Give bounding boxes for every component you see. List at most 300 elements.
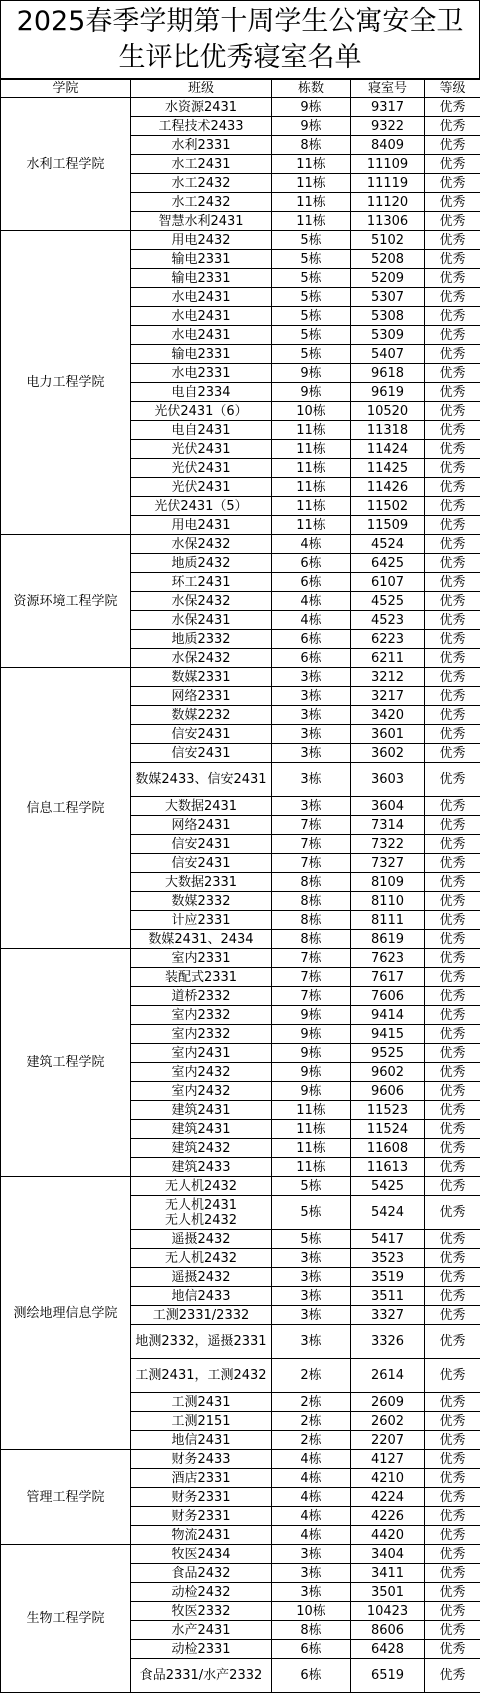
class-cell: 光伏2431（5） [131, 497, 272, 516]
class-cell: 水保2432 [131, 592, 272, 611]
grade-cell: 优秀 [425, 1507, 480, 1526]
grade-cell: 优秀 [425, 573, 480, 592]
class-cell: 电自2334 [131, 383, 272, 402]
grade-cell: 优秀 [425, 1640, 480, 1659]
room-cell: 11119 [351, 174, 425, 193]
building-cell: 4栋 [272, 1450, 351, 1469]
building-cell: 8栋 [272, 136, 351, 155]
grade-cell: 优秀 [425, 1230, 480, 1249]
grade-cell: 优秀 [425, 516, 480, 535]
class-cell: 室内2332 [131, 1006, 272, 1025]
class-cell: 无人机2431 无人机2432 [131, 1196, 272, 1230]
class-cell: 食品2331/水产2332 [131, 1659, 272, 1693]
grade-cell: 优秀 [425, 763, 480, 797]
class-cell: 室内2331 [131, 949, 272, 968]
building-cell: 5栋 [272, 345, 351, 364]
room-cell: 5309 [351, 326, 425, 345]
class-cell: 地质2432 [131, 554, 272, 573]
building-cell: 11栋 [272, 1139, 351, 1158]
grade-cell: 优秀 [425, 1158, 480, 1177]
building-cell: 6栋 [272, 573, 351, 592]
room-cell: 8110 [351, 892, 425, 911]
room-cell: 9415 [351, 1025, 425, 1044]
class-cell: 室内2431 [131, 1044, 272, 1063]
grade-cell: 优秀 [425, 1450, 480, 1469]
class-cell: 输电2331 [131, 250, 272, 269]
building-cell: 3栋 [272, 1545, 351, 1564]
room-cell: 7623 [351, 949, 425, 968]
college-cell: 信息工程学院 [1, 668, 131, 949]
building-cell: 4栋 [272, 1488, 351, 1507]
grade-cell: 优秀 [425, 288, 480, 307]
class-cell: 数媒2431、2434 [131, 930, 272, 949]
grade-cell: 优秀 [425, 987, 480, 1006]
grade-cell: 优秀 [425, 535, 480, 554]
grade-cell: 优秀 [425, 1545, 480, 1564]
room-cell: 4523 [351, 611, 425, 630]
room-cell: 3523 [351, 1249, 425, 1268]
grade-cell: 优秀 [425, 1306, 480, 1325]
building-cell: 11栋 [272, 193, 351, 212]
class-cell: 地信2431 [131, 1431, 272, 1450]
building-cell: 8栋 [272, 873, 351, 892]
grade-cell: 优秀 [425, 440, 480, 459]
class-cell: 智慧水利2431 [131, 212, 272, 231]
class-cell: 水资源2431 [131, 98, 272, 117]
class-cell: 地测2332，遥摄2331 [131, 1325, 272, 1359]
grade-cell: 优秀 [425, 1177, 480, 1196]
grade-cell: 优秀 [425, 478, 480, 497]
building-cell: 6栋 [272, 1659, 351, 1693]
grade-cell: 优秀 [425, 816, 480, 835]
room-cell: 8409 [351, 136, 425, 155]
building-cell: 3栋 [272, 687, 351, 706]
grade-cell: 优秀 [425, 1006, 480, 1025]
class-cell: 电自2431 [131, 421, 272, 440]
grade-cell: 优秀 [425, 1393, 480, 1412]
class-cell: 水保2431 [131, 611, 272, 630]
class-cell: 环工2431 [131, 573, 272, 592]
room-cell: 3212 [351, 668, 425, 687]
room-cell: 6425 [351, 554, 425, 573]
grade-cell: 优秀 [425, 402, 480, 421]
building-cell: 3栋 [272, 668, 351, 687]
class-cell: 财务2331 [131, 1488, 272, 1507]
room-cell: 9618 [351, 364, 425, 383]
grade-cell: 优秀 [425, 1249, 480, 1268]
room-cell: 8619 [351, 930, 425, 949]
class-cell: 无人机2432 [131, 1249, 272, 1268]
header-room: 寝室号 [351, 80, 425, 98]
grade-cell: 优秀 [425, 269, 480, 288]
building-cell: 11栋 [272, 1101, 351, 1120]
grade-cell: 优秀 [425, 1325, 480, 1359]
room-cell: 3327 [351, 1306, 425, 1325]
room-cell: 2614 [351, 1359, 425, 1393]
class-cell: 水电2431 [131, 307, 272, 326]
grade-cell: 优秀 [425, 1063, 480, 1082]
room-cell: 11613 [351, 1158, 425, 1177]
class-cell: 动检2331 [131, 1640, 272, 1659]
building-cell: 11栋 [272, 478, 351, 497]
class-cell: 光伏2431 [131, 459, 272, 478]
table-row [1, 98, 480, 117]
room-cell: 6428 [351, 1640, 425, 1659]
college-cell: 管理工程学院 [1, 1450, 131, 1545]
page-title: 2025春季学期第十周学生公寓安全卫生评比优秀寝室名单 [0, 0, 480, 79]
class-cell: 计应2331 [131, 911, 272, 930]
room-cell: 4525 [351, 592, 425, 611]
class-cell: 水电2431 [131, 326, 272, 345]
grade-cell: 优秀 [425, 345, 480, 364]
class-cell: 用电2432 [131, 231, 272, 250]
class-cell: 大数据2431 [131, 797, 272, 816]
grade-cell: 优秀 [425, 1621, 480, 1640]
room-cell: 4226 [351, 1507, 425, 1526]
grade-cell: 优秀 [425, 1359, 480, 1393]
header-class: 班级 [131, 80, 272, 98]
grade-cell: 优秀 [425, 1101, 480, 1120]
room-cell: 5425 [351, 1177, 425, 1196]
room-cell: 4210 [351, 1469, 425, 1488]
building-cell: 3栋 [272, 1249, 351, 1268]
room-cell: 5308 [351, 307, 425, 326]
grade-cell: 优秀 [425, 1602, 480, 1621]
room-cell: 3601 [351, 725, 425, 744]
room-cell: 5424 [351, 1196, 425, 1230]
table-row [1, 949, 480, 968]
room-cell: 10423 [351, 1602, 425, 1621]
grade-cell: 优秀 [425, 1287, 480, 1306]
class-cell: 工程技术2433 [131, 117, 272, 136]
building-cell: 9栋 [272, 1006, 351, 1025]
building-cell: 3栋 [272, 1287, 351, 1306]
building-cell: 9栋 [272, 364, 351, 383]
class-cell: 道桥2332 [131, 987, 272, 1006]
building-cell: 7栋 [272, 949, 351, 968]
room-cell: 3326 [351, 1325, 425, 1359]
class-cell: 牧医2434 [131, 1545, 272, 1564]
room-cell: 9322 [351, 117, 425, 136]
building-cell: 7栋 [272, 835, 351, 854]
table-row [1, 1177, 480, 1196]
room-cell: 9602 [351, 1063, 425, 1082]
room-cell: 3519 [351, 1268, 425, 1287]
building-cell: 5栋 [272, 231, 351, 250]
grade-cell: 优秀 [425, 1044, 480, 1063]
building-cell: 8栋 [272, 911, 351, 930]
class-cell: 财务2433 [131, 1450, 272, 1469]
grade-cell: 优秀 [425, 554, 480, 573]
class-cell: 遥摄2432 [131, 1230, 272, 1249]
class-cell: 地质2332 [131, 630, 272, 649]
grade-cell: 优秀 [425, 611, 480, 630]
class-cell: 室内2332 [131, 1025, 272, 1044]
grade-cell: 优秀 [425, 98, 480, 117]
building-cell: 3栋 [272, 744, 351, 763]
class-cell: 网络2331 [131, 687, 272, 706]
class-cell: 输电2331 [131, 269, 272, 288]
building-cell: 3栋 [272, 725, 351, 744]
grade-cell: 优秀 [425, 725, 480, 744]
building-cell: 2栋 [272, 1412, 351, 1431]
class-cell: 水产2431 [131, 1621, 272, 1640]
building-cell: 8栋 [272, 930, 351, 949]
grade-cell: 优秀 [425, 383, 480, 402]
room-cell: 5102 [351, 231, 425, 250]
room-cell: 8606 [351, 1621, 425, 1640]
class-cell: 水保2432 [131, 649, 272, 668]
room-cell: 3603 [351, 763, 425, 797]
building-cell: 3栋 [272, 706, 351, 725]
class-cell: 水工2431 [131, 155, 272, 174]
room-cell: 5307 [351, 288, 425, 307]
room-cell: 6107 [351, 573, 425, 592]
room-cell: 3602 [351, 744, 425, 763]
grade-cell: 优秀 [425, 1526, 480, 1545]
college-cell: 生物工程学院 [1, 1545, 131, 1693]
grade-cell: 优秀 [425, 1082, 480, 1101]
room-cell: 5417 [351, 1230, 425, 1249]
room-cell: 3217 [351, 687, 425, 706]
room-cell: 3411 [351, 1564, 425, 1583]
grade-cell: 优秀 [425, 1120, 480, 1139]
class-cell: 数媒2331 [131, 668, 272, 687]
room-cell: 7314 [351, 816, 425, 835]
building-cell: 11栋 [272, 1158, 351, 1177]
building-cell: 9栋 [272, 98, 351, 117]
class-cell: 建筑2431 [131, 1101, 272, 1120]
grade-cell: 优秀 [425, 193, 480, 212]
class-cell: 水保2432 [131, 535, 272, 554]
dorm-table [0, 79, 480, 1693]
class-cell: 用电2431 [131, 516, 272, 535]
room-cell: 4127 [351, 1450, 425, 1469]
room-cell: 3511 [351, 1287, 425, 1306]
grade-cell: 优秀 [425, 630, 480, 649]
table-row [1, 1450, 480, 1469]
class-cell: 输电2331 [131, 345, 272, 364]
room-cell: 10520 [351, 402, 425, 421]
room-cell: 8109 [351, 873, 425, 892]
grade-cell: 优秀 [425, 873, 480, 892]
grade-cell: 优秀 [425, 706, 480, 725]
building-cell: 9栋 [272, 383, 351, 402]
grade-cell: 优秀 [425, 1412, 480, 1431]
building-cell: 7栋 [272, 968, 351, 987]
building-cell: 3栋 [272, 1268, 351, 1287]
building-cell: 5栋 [272, 1230, 351, 1249]
grade-cell: 优秀 [425, 1469, 480, 1488]
building-cell: 4栋 [272, 535, 351, 554]
grade-cell: 优秀 [425, 459, 480, 478]
table-body [1, 98, 480, 1693]
room-cell: 7327 [351, 854, 425, 873]
building-cell: 4栋 [272, 1526, 351, 1545]
room-cell: 4524 [351, 535, 425, 554]
college-cell: 测绘地理信息学院 [1, 1177, 131, 1450]
room-cell: 11523 [351, 1101, 425, 1120]
class-cell: 遥摄2432 [131, 1268, 272, 1287]
building-cell: 9栋 [272, 1025, 351, 1044]
building-cell: 7栋 [272, 816, 351, 835]
building-cell: 5栋 [272, 1196, 351, 1230]
class-cell: 光伏2431（6） [131, 402, 272, 421]
table-row [1, 1545, 480, 1564]
building-cell: 11栋 [272, 497, 351, 516]
building-cell: 9栋 [272, 117, 351, 136]
building-cell: 8栋 [272, 1621, 351, 1640]
building-cell: 5栋 [272, 307, 351, 326]
room-cell: 2207 [351, 1431, 425, 1450]
class-cell: 物流2431 [131, 1526, 272, 1545]
grade-cell: 优秀 [425, 307, 480, 326]
class-cell: 工测2151 [131, 1412, 272, 1431]
building-cell: 7栋 [272, 987, 351, 1006]
table-row [1, 668, 480, 687]
room-cell: 11524 [351, 1120, 425, 1139]
building-cell: 2栋 [272, 1359, 351, 1393]
class-cell: 光伏2431 [131, 440, 272, 459]
class-cell: 装配式2331 [131, 968, 272, 987]
building-cell: 3栋 [272, 1564, 351, 1583]
room-cell: 11608 [351, 1139, 425, 1158]
building-cell: 11栋 [272, 155, 351, 174]
college-cell: 建筑工程学院 [1, 949, 131, 1177]
class-cell: 食品2432 [131, 1564, 272, 1583]
room-cell: 11502 [351, 497, 425, 516]
building-cell: 11栋 [272, 516, 351, 535]
class-cell: 信安2431 [131, 744, 272, 763]
header-building: 栋数 [272, 80, 351, 98]
room-cell: 3404 [351, 1545, 425, 1564]
grade-cell: 优秀 [425, 968, 480, 987]
building-cell: 8栋 [272, 892, 351, 911]
class-cell: 酒店2331 [131, 1469, 272, 1488]
room-cell: 11426 [351, 478, 425, 497]
class-cell: 水工2432 [131, 193, 272, 212]
room-cell: 11306 [351, 212, 425, 231]
grade-cell: 优秀 [425, 687, 480, 706]
class-cell: 数媒2433、信安2431 [131, 763, 272, 797]
class-cell: 室内2432 [131, 1063, 272, 1082]
grade-cell: 优秀 [425, 1659, 480, 1693]
room-cell: 6519 [351, 1659, 425, 1693]
building-cell: 6栋 [272, 554, 351, 573]
college-cell: 资源环境工程学院 [1, 535, 131, 668]
room-cell: 5208 [351, 250, 425, 269]
grade-cell: 优秀 [425, 117, 480, 136]
header-college: 学院 [1, 80, 131, 98]
building-cell: 5栋 [272, 269, 351, 288]
grade-cell: 优秀 [425, 155, 480, 174]
grade-cell: 优秀 [425, 212, 480, 231]
room-cell: 5209 [351, 269, 425, 288]
class-cell: 水工2432 [131, 174, 272, 193]
building-cell: 11栋 [272, 421, 351, 440]
grade-cell: 优秀 [425, 174, 480, 193]
class-cell: 室内2432 [131, 1082, 272, 1101]
building-cell: 10栋 [272, 402, 351, 421]
class-cell: 信安2431 [131, 725, 272, 744]
room-cell: 5407 [351, 345, 425, 364]
grade-cell: 优秀 [425, 1583, 480, 1602]
table-row [1, 535, 480, 554]
college-cell: 水利工程学院 [1, 98, 131, 231]
building-cell: 6栋 [272, 1640, 351, 1659]
room-cell: 9317 [351, 98, 425, 117]
room-cell: 9525 [351, 1044, 425, 1063]
room-cell: 9619 [351, 383, 425, 402]
grade-cell: 优秀 [425, 1196, 480, 1230]
grade-cell: 优秀 [425, 668, 480, 687]
class-cell: 数媒2332 [131, 892, 272, 911]
class-cell: 建筑2432 [131, 1139, 272, 1158]
room-cell: 2602 [351, 1412, 425, 1431]
room-cell: 11120 [351, 193, 425, 212]
building-cell: 9栋 [272, 1082, 351, 1101]
class-cell: 动检2432 [131, 1583, 272, 1602]
building-cell: 2栋 [272, 1393, 351, 1412]
building-cell: 10栋 [272, 1602, 351, 1621]
room-cell: 2609 [351, 1393, 425, 1412]
building-cell: 5栋 [272, 326, 351, 345]
grade-cell: 优秀 [425, 364, 480, 383]
building-cell: 2栋 [272, 1431, 351, 1450]
room-cell: 6211 [351, 649, 425, 668]
grade-cell: 优秀 [425, 421, 480, 440]
grade-cell: 优秀 [425, 744, 480, 763]
room-cell: 11109 [351, 155, 425, 174]
building-cell: 6栋 [272, 630, 351, 649]
class-cell: 工测2331/2332 [131, 1306, 272, 1325]
class-cell: 信安2431 [131, 854, 272, 873]
room-cell: 11424 [351, 440, 425, 459]
building-cell: 4栋 [272, 611, 351, 630]
building-cell: 9栋 [272, 1063, 351, 1082]
building-cell: 9栋 [272, 1044, 351, 1063]
class-cell: 网络2431 [131, 816, 272, 835]
grade-cell: 优秀 [425, 1488, 480, 1507]
building-cell: 5栋 [272, 1177, 351, 1196]
class-cell: 牧医2332 [131, 1602, 272, 1621]
building-cell: 4栋 [272, 592, 351, 611]
building-cell: 3栋 [272, 797, 351, 816]
class-cell: 水电2431 [131, 288, 272, 307]
grade-cell: 优秀 [425, 1431, 480, 1450]
room-cell: 6223 [351, 630, 425, 649]
class-cell: 光伏2431 [131, 478, 272, 497]
header-grade: 等级 [425, 80, 480, 98]
class-cell: 信安2431 [131, 835, 272, 854]
room-cell: 3501 [351, 1583, 425, 1602]
grade-cell: 优秀 [425, 1564, 480, 1583]
building-cell: 3栋 [272, 763, 351, 797]
room-cell: 7322 [351, 835, 425, 854]
room-cell: 8111 [351, 911, 425, 930]
building-cell: 11栋 [272, 459, 351, 478]
grade-cell: 优秀 [425, 592, 480, 611]
room-cell: 4420 [351, 1526, 425, 1545]
class-cell: 工测2431，工测2432 [131, 1359, 272, 1393]
building-cell: 7栋 [272, 854, 351, 873]
class-cell: 工测2431 [131, 1393, 272, 1412]
class-cell: 无人机2432 [131, 1177, 272, 1196]
grade-cell: 优秀 [425, 231, 480, 250]
building-cell: 11栋 [272, 212, 351, 231]
building-cell: 5栋 [272, 250, 351, 269]
room-cell: 11425 [351, 459, 425, 478]
